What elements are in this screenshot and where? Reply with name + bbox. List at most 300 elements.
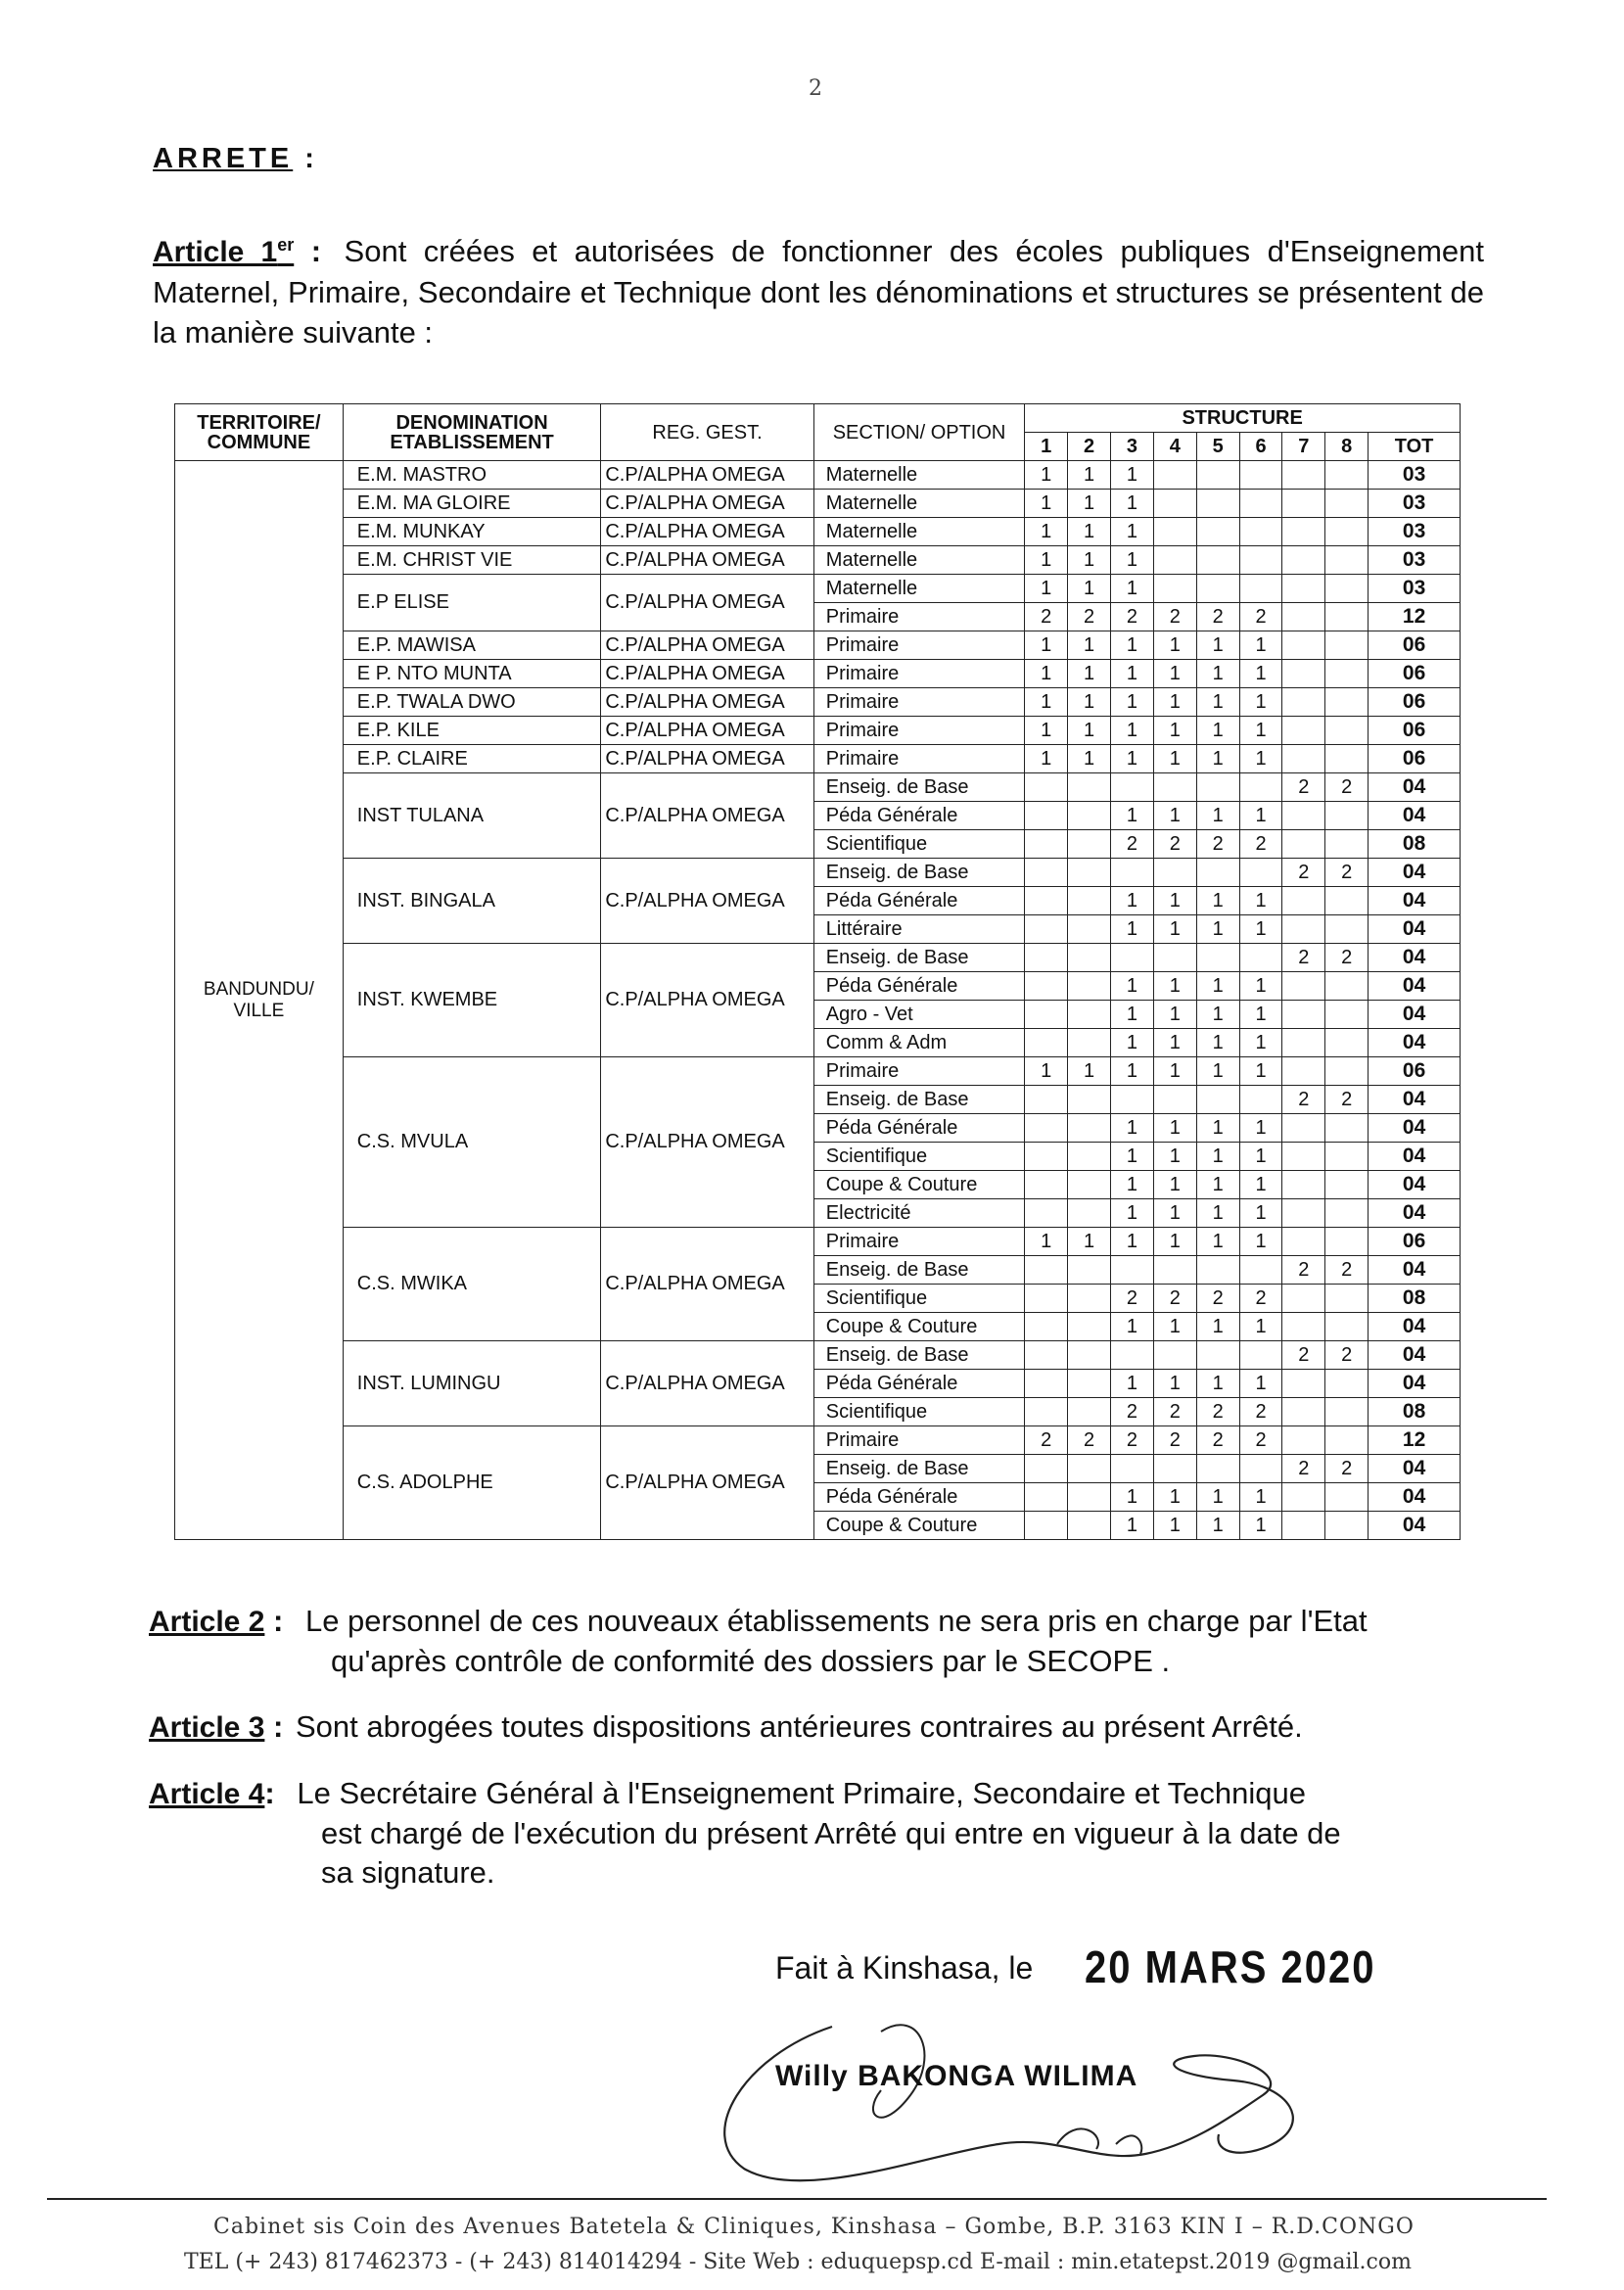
reg-gest: C.P/ALPHA OMEGA bbox=[601, 518, 813, 546]
structure-cell-3 bbox=[1111, 1341, 1154, 1370]
structure-cell-4 bbox=[1153, 461, 1196, 490]
structure-cell-7: 2 bbox=[1282, 1256, 1325, 1285]
structure-cell-1 bbox=[1025, 1398, 1068, 1426]
structure-cell-6 bbox=[1239, 859, 1282, 887]
table-row bbox=[175, 688, 1461, 717]
article-2-label: Article 2 bbox=[149, 1606, 265, 1638]
structure-cell-7 bbox=[1282, 745, 1325, 773]
structure-cell-5: 1 bbox=[1196, 1199, 1239, 1228]
structure-cell-5 bbox=[1196, 546, 1239, 575]
structure-cell-8 bbox=[1325, 660, 1369, 688]
structure-cell-4 bbox=[1153, 1455, 1196, 1483]
structure-cell-8 bbox=[1325, 1512, 1369, 1540]
header-col-8: 8 bbox=[1325, 433, 1369, 461]
total-cell: 04 bbox=[1369, 773, 1461, 802]
structure-cell-6 bbox=[1239, 1455, 1282, 1483]
article-4-separator: : bbox=[264, 1776, 275, 1810]
structure-cell-6 bbox=[1239, 944, 1282, 972]
structure-cell-4: 1 bbox=[1153, 717, 1196, 745]
structure-cell-2 bbox=[1068, 972, 1111, 1001]
structure-cell-7 bbox=[1282, 1199, 1325, 1228]
structure-cell-8 bbox=[1325, 972, 1369, 1001]
structure-cell-8 bbox=[1325, 915, 1369, 944]
table-row bbox=[175, 490, 1461, 518]
structure-cell-4 bbox=[1153, 575, 1196, 603]
structure-cell-3: 1 bbox=[1111, 546, 1154, 575]
structure-cell-4: 2 bbox=[1153, 1426, 1196, 1455]
structure-cell-7 bbox=[1282, 1171, 1325, 1199]
structure-cell-5: 1 bbox=[1196, 1370, 1239, 1398]
section-option: Primaire bbox=[813, 1228, 1025, 1256]
structure-cell-3: 1 bbox=[1111, 688, 1154, 717]
total-cell: 03 bbox=[1369, 490, 1461, 518]
structure-cell-1: 1 bbox=[1025, 546, 1068, 575]
section-option: Coupe & Couture bbox=[813, 1512, 1025, 1540]
footer-contact: TEL (+ 243) 817462373 - (+ 243) 814014294 - Site Web : eduquepsp.cd E-mail : min.etatepst.2019 @gmail.com bbox=[184, 2250, 1412, 2274]
structure-cell-8 bbox=[1325, 1426, 1369, 1455]
reg-gest: C.P/ALPHA OMEGA bbox=[601, 461, 813, 490]
structure-cell-3: 1 bbox=[1111, 461, 1154, 490]
total-cell: 04 bbox=[1369, 1001, 1461, 1029]
structure-cell-2 bbox=[1068, 915, 1111, 944]
structure-cell-1 bbox=[1025, 1313, 1068, 1341]
structure-cell-3 bbox=[1111, 1455, 1154, 1483]
structure-cell-1 bbox=[1025, 1256, 1068, 1285]
structure-cell-3: 1 bbox=[1111, 915, 1154, 944]
structure-cell-5: 1 bbox=[1196, 1228, 1239, 1256]
structure-cell-6: 1 bbox=[1239, 1171, 1282, 1199]
structure-cell-7 bbox=[1282, 490, 1325, 518]
structure-cell-1 bbox=[1025, 1143, 1068, 1171]
section-option: Maternelle bbox=[813, 461, 1025, 490]
structure-cell-4: 1 bbox=[1153, 915, 1196, 944]
structure-cell-6: 1 bbox=[1239, 887, 1282, 915]
total-cell: 06 bbox=[1369, 745, 1461, 773]
structure-cell-1 bbox=[1025, 944, 1068, 972]
structure-cell-2 bbox=[1068, 944, 1111, 972]
structure-cell-5: 1 bbox=[1196, 717, 1239, 745]
structure-cell-1 bbox=[1025, 830, 1068, 859]
structure-cell-8 bbox=[1325, 1313, 1369, 1341]
structure-cell-6: 1 bbox=[1239, 1512, 1282, 1540]
reg-gest: C.P/ALPHA OMEGA bbox=[601, 745, 813, 773]
structure-cell-1 bbox=[1025, 972, 1068, 1001]
structure-cell-2 bbox=[1068, 887, 1111, 915]
article-1 bbox=[153, 225, 1484, 352]
territoire-cell: BANDUNDU/ VILLE bbox=[175, 461, 344, 1540]
structure-cell-4 bbox=[1153, 859, 1196, 887]
structure-cell-8 bbox=[1325, 1199, 1369, 1228]
structure-cell-5: 1 bbox=[1196, 1483, 1239, 1512]
header-col-4: 4 bbox=[1153, 433, 1196, 461]
structure-cell-5: 2 bbox=[1196, 1426, 1239, 1455]
structure-cell-5: 1 bbox=[1196, 1114, 1239, 1143]
school-name: INST. BINGALA bbox=[343, 859, 601, 944]
reg-gest: C.P/ALPHA OMEGA bbox=[601, 660, 813, 688]
structure-cell-1 bbox=[1025, 1370, 1068, 1398]
total-cell: 03 bbox=[1369, 461, 1461, 490]
structure-cell-5 bbox=[1196, 1341, 1239, 1370]
structure-cell-3: 1 bbox=[1111, 631, 1154, 660]
article-2-line2: qu'après contrôle de conformité des dossiers par le SECOPE . bbox=[331, 1644, 1171, 1678]
structure-cell-7 bbox=[1282, 717, 1325, 745]
article-2-line1: Le personnel de ces nouveaux établissements ne sera pris en charge par l'Etat bbox=[304, 1604, 1368, 1638]
header-col-tot: TOT bbox=[1369, 433, 1461, 461]
reg-gest: C.P/ALPHA OMEGA bbox=[601, 490, 813, 518]
total-cell: 04 bbox=[1369, 944, 1461, 972]
structure-cell-7 bbox=[1282, 1313, 1325, 1341]
structure-cell-3: 1 bbox=[1111, 887, 1154, 915]
section-option: Enseig. de Base bbox=[813, 1086, 1025, 1114]
article-3-separator: : bbox=[264, 1709, 284, 1744]
structure-cell-3: 1 bbox=[1111, 1171, 1154, 1199]
structure-cell-5: 1 bbox=[1196, 745, 1239, 773]
structure-cell-8 bbox=[1325, 575, 1369, 603]
structure-cell-4: 1 bbox=[1153, 1199, 1196, 1228]
article-4-line3: sa signature. bbox=[321, 1855, 495, 1890]
section-option: Scientifique bbox=[813, 830, 1025, 859]
structure-cell-3: 1 bbox=[1111, 1029, 1154, 1057]
structure-cell-3 bbox=[1111, 773, 1154, 802]
structure-cell-7 bbox=[1282, 1512, 1325, 1540]
section-option: Enseig. de Base bbox=[813, 1341, 1025, 1370]
header-territoire: TERRITOIRE/ COMMUNE bbox=[175, 404, 344, 461]
structure-cell-8 bbox=[1325, 830, 1369, 859]
header-col-1: 1 bbox=[1025, 433, 1068, 461]
total-cell: 06 bbox=[1369, 717, 1461, 745]
decree-heading bbox=[153, 143, 318, 175]
article-1-label bbox=[153, 236, 294, 268]
total-cell: 08 bbox=[1369, 1398, 1461, 1426]
structure-cell-1 bbox=[1025, 1512, 1068, 1540]
structure-cell-7 bbox=[1282, 1114, 1325, 1143]
structure-cell-7 bbox=[1282, 518, 1325, 546]
structure-cell-4: 2 bbox=[1153, 830, 1196, 859]
structure-cell-4: 1 bbox=[1153, 631, 1196, 660]
structure-cell-8 bbox=[1325, 1171, 1369, 1199]
section-option: Comm & Adm bbox=[813, 1029, 1025, 1057]
section-option: Coupe & Couture bbox=[813, 1313, 1025, 1341]
structure-cell-4: 1 bbox=[1153, 1228, 1196, 1256]
total-cell: 08 bbox=[1369, 830, 1461, 859]
structure-cell-7 bbox=[1282, 461, 1325, 490]
school-name: E.M. MASTRO bbox=[343, 461, 601, 490]
structure-cell-8 bbox=[1325, 887, 1369, 915]
total-cell: 12 bbox=[1369, 603, 1461, 631]
structure-cell-6: 1 bbox=[1239, 631, 1282, 660]
structure-cell-7 bbox=[1282, 830, 1325, 859]
signature-date: 20 MARS 2020 bbox=[1085, 1942, 1376, 1993]
structure-cell-5: 1 bbox=[1196, 972, 1239, 1001]
structure-cell-4: 1 bbox=[1153, 1313, 1196, 1341]
structure-cell-5: 1 bbox=[1196, 1001, 1239, 1029]
structure-cell-6 bbox=[1239, 1086, 1282, 1114]
table-row bbox=[175, 660, 1461, 688]
structure-cell-6 bbox=[1239, 518, 1282, 546]
school-name: INST. LUMINGU bbox=[343, 1341, 601, 1426]
total-cell: 06 bbox=[1369, 1057, 1461, 1086]
structure-cell-7: 2 bbox=[1282, 773, 1325, 802]
structure-cell-2 bbox=[1068, 1455, 1111, 1483]
structure-cell-2: 1 bbox=[1068, 1057, 1111, 1086]
structure-cell-3: 1 bbox=[1111, 1228, 1154, 1256]
total-cell: 04 bbox=[1369, 1483, 1461, 1512]
structure-cell-6: 2 bbox=[1239, 1426, 1282, 1455]
total-cell: 04 bbox=[1369, 972, 1461, 1001]
structure-cell-2: 2 bbox=[1068, 1426, 1111, 1455]
structure-cell-5: 2 bbox=[1196, 1398, 1239, 1426]
structure-cell-5: 2 bbox=[1196, 830, 1239, 859]
structure-cell-5: 1 bbox=[1196, 631, 1239, 660]
structure-cell-5 bbox=[1196, 859, 1239, 887]
total-cell: 04 bbox=[1369, 1313, 1461, 1341]
structure-cell-6: 1 bbox=[1239, 717, 1282, 745]
structure-cell-8: 2 bbox=[1325, 859, 1369, 887]
reg-gest: C.P/ALPHA OMEGA bbox=[601, 688, 813, 717]
total-cell: 06 bbox=[1369, 631, 1461, 660]
structure-cell-3: 2 bbox=[1111, 1398, 1154, 1426]
structure-cell-3: 1 bbox=[1111, 717, 1154, 745]
structure-cell-8: 2 bbox=[1325, 1256, 1369, 1285]
total-cell: 04 bbox=[1369, 1171, 1461, 1199]
structure-cell-4: 1 bbox=[1153, 972, 1196, 1001]
structure-cell-1: 1 bbox=[1025, 631, 1068, 660]
structure-cell-6 bbox=[1239, 1256, 1282, 1285]
total-cell: 04 bbox=[1369, 1143, 1461, 1171]
section-option: Primaire bbox=[813, 631, 1025, 660]
structure-cell-7 bbox=[1282, 631, 1325, 660]
structure-cell-8 bbox=[1325, 518, 1369, 546]
article-4-line2: est chargé de l'exécution du présent Arrêté qui entre en vigueur à la date de bbox=[321, 1816, 1341, 1850]
structure-cell-4: 1 bbox=[1153, 1001, 1196, 1029]
total-cell: 03 bbox=[1369, 575, 1461, 603]
structure-cell-1 bbox=[1025, 859, 1068, 887]
structure-cell-2: 1 bbox=[1068, 688, 1111, 717]
structure-cell-1 bbox=[1025, 1001, 1068, 1029]
structure-cell-1 bbox=[1025, 887, 1068, 915]
structure-cell-6: 1 bbox=[1239, 1483, 1282, 1512]
structure-cell-3: 1 bbox=[1111, 1313, 1154, 1341]
section-option: Primaire bbox=[813, 603, 1025, 631]
school-name: E.M. MA GLOIRE bbox=[343, 490, 601, 518]
structure-cell-2 bbox=[1068, 1114, 1111, 1143]
reg-gest: C.P/ALPHA OMEGA bbox=[601, 944, 813, 1057]
structure-cell-5 bbox=[1196, 518, 1239, 546]
structure-cell-4: 1 bbox=[1153, 1171, 1196, 1199]
total-cell: 12 bbox=[1369, 1426, 1461, 1455]
total-cell: 04 bbox=[1369, 1199, 1461, 1228]
structure-cell-8 bbox=[1325, 1114, 1369, 1143]
structure-cell-1: 1 bbox=[1025, 518, 1068, 546]
structure-cell-6: 1 bbox=[1239, 802, 1282, 830]
structure-cell-5: 1 bbox=[1196, 1029, 1239, 1057]
structure-cell-1: 1 bbox=[1025, 717, 1068, 745]
structure-cell-4 bbox=[1153, 1256, 1196, 1285]
structure-cell-8 bbox=[1325, 1285, 1369, 1313]
section-option: Primaire bbox=[813, 1426, 1025, 1455]
section-option: Primaire bbox=[813, 660, 1025, 688]
school-name: INST. KWEMBE bbox=[343, 944, 601, 1057]
structure-cell-4: 1 bbox=[1153, 887, 1196, 915]
structure-cell-4: 1 bbox=[1153, 688, 1196, 717]
school-name: C.S. MWIKA bbox=[343, 1228, 601, 1341]
header-reg-gest: REG. GEST. bbox=[601, 404, 813, 461]
structure-cell-6: 1 bbox=[1239, 1370, 1282, 1398]
structure-cell-2 bbox=[1068, 1341, 1111, 1370]
structure-cell-7 bbox=[1282, 546, 1325, 575]
total-cell: 04 bbox=[1369, 859, 1461, 887]
structure-cell-3: 2 bbox=[1111, 1426, 1154, 1455]
article-4 bbox=[149, 1774, 1341, 1893]
table-row bbox=[175, 518, 1461, 546]
table-row bbox=[175, 773, 1461, 802]
structure-cell-8 bbox=[1325, 1057, 1369, 1086]
table-row bbox=[175, 1341, 1461, 1370]
structure-cell-8 bbox=[1325, 802, 1369, 830]
table-row bbox=[175, 461, 1461, 490]
structure-cell-8 bbox=[1325, 745, 1369, 773]
structure-cell-6: 1 bbox=[1239, 972, 1282, 1001]
structure-cell-2 bbox=[1068, 773, 1111, 802]
structure-cell-1 bbox=[1025, 802, 1068, 830]
structure-cell-2 bbox=[1068, 859, 1111, 887]
structure-cell-3: 1 bbox=[1111, 1114, 1154, 1143]
structure-cell-7: 2 bbox=[1282, 1086, 1325, 1114]
structure-cell-8 bbox=[1325, 1398, 1369, 1426]
structure-cell-6: 1 bbox=[1239, 1114, 1282, 1143]
structure-cell-8 bbox=[1325, 1001, 1369, 1029]
school-name: E.P. MAWISA bbox=[343, 631, 601, 660]
total-cell: 04 bbox=[1369, 1370, 1461, 1398]
section-option: Scientifique bbox=[813, 1143, 1025, 1171]
structure-cell-4 bbox=[1153, 518, 1196, 546]
structure-cell-4: 1 bbox=[1153, 745, 1196, 773]
structure-cell-1: 2 bbox=[1025, 603, 1068, 631]
structure-cell-6: 2 bbox=[1239, 603, 1282, 631]
school-name: E.M. CHRIST VIE bbox=[343, 546, 601, 575]
structure-cell-8: 2 bbox=[1325, 1086, 1369, 1114]
structure-cell-6 bbox=[1239, 461, 1282, 490]
structure-cell-3: 1 bbox=[1111, 1483, 1154, 1512]
structure-cell-6: 1 bbox=[1239, 1228, 1282, 1256]
table-row bbox=[175, 1057, 1461, 1086]
structure-cell-8 bbox=[1325, 717, 1369, 745]
section-option: Primaire bbox=[813, 745, 1025, 773]
structure-cell-5 bbox=[1196, 773, 1239, 802]
structure-cell-2: 1 bbox=[1068, 745, 1111, 773]
structure-cell-1 bbox=[1025, 773, 1068, 802]
structure-cell-7 bbox=[1282, 1285, 1325, 1313]
footer-divider bbox=[47, 2198, 1547, 2200]
structure-cell-6 bbox=[1239, 575, 1282, 603]
page-number: 2 bbox=[809, 76, 822, 101]
section-option: Péda Générale bbox=[813, 1483, 1025, 1512]
structure-cell-8 bbox=[1325, 546, 1369, 575]
structure-cell-6: 1 bbox=[1239, 688, 1282, 717]
structure-cell-1: 1 bbox=[1025, 575, 1068, 603]
section-option: Enseig. de Base bbox=[813, 773, 1025, 802]
structure-cell-4 bbox=[1153, 1341, 1196, 1370]
structure-cell-5: 1 bbox=[1196, 887, 1239, 915]
school-name: E.P ELISE bbox=[343, 575, 601, 631]
structure-cell-7 bbox=[1282, 1001, 1325, 1029]
structure-cell-8 bbox=[1325, 461, 1369, 490]
school-name: E.P. KILE bbox=[343, 717, 601, 745]
section-option: Enseig. de Base bbox=[813, 944, 1025, 972]
structure-cell-1 bbox=[1025, 1199, 1068, 1228]
structure-cell-3: 2 bbox=[1111, 1285, 1154, 1313]
structure-cell-2: 2 bbox=[1068, 603, 1111, 631]
structure-cell-5: 1 bbox=[1196, 1171, 1239, 1199]
school-name: C.S. ADOLPHE bbox=[343, 1426, 601, 1540]
structure-cell-2 bbox=[1068, 1313, 1111, 1341]
structure-cell-8 bbox=[1325, 1143, 1369, 1171]
decree-heading-text: ARRETE bbox=[153, 143, 294, 174]
total-cell: 04 bbox=[1369, 1512, 1461, 1540]
structure-cell-1: 1 bbox=[1025, 490, 1068, 518]
article-1-label-text: Article 1 bbox=[153, 236, 278, 268]
structure-cell-5: 1 bbox=[1196, 1143, 1239, 1171]
school-name: E.M. MUNKAY bbox=[343, 518, 601, 546]
structure-cell-3 bbox=[1111, 1086, 1154, 1114]
reg-gest: C.P/ALPHA OMEGA bbox=[601, 546, 813, 575]
structure-cell-3: 1 bbox=[1111, 1512, 1154, 1540]
structure-cell-2 bbox=[1068, 1199, 1111, 1228]
schools-table bbox=[174, 403, 1461, 1540]
handwritten-signature bbox=[685, 1997, 1331, 2193]
structure-cell-7 bbox=[1282, 1426, 1325, 1455]
structure-cell-7: 2 bbox=[1282, 944, 1325, 972]
structure-cell-5: 1 bbox=[1196, 1313, 1239, 1341]
article-3-text: Sont abrogées toutes dispositions antérieures contraires au présent Arrêté. bbox=[295, 1709, 1303, 1744]
reg-gest: C.P/ALPHA OMEGA bbox=[601, 1426, 813, 1540]
article-2-separator: : bbox=[264, 1604, 284, 1638]
table-row bbox=[175, 717, 1461, 745]
structure-cell-5 bbox=[1196, 461, 1239, 490]
structure-cell-1 bbox=[1025, 915, 1068, 944]
section-option: Maternelle bbox=[813, 518, 1025, 546]
structure-cell-7: 2 bbox=[1282, 859, 1325, 887]
structure-cell-2: 1 bbox=[1068, 575, 1111, 603]
section-option: Scientifique bbox=[813, 1398, 1025, 1426]
structure-cell-4: 1 bbox=[1153, 1143, 1196, 1171]
structure-cell-4 bbox=[1153, 1086, 1196, 1114]
structure-cell-7 bbox=[1282, 1057, 1325, 1086]
structure-cell-2 bbox=[1068, 830, 1111, 859]
table-row bbox=[175, 546, 1461, 575]
reg-gest: C.P/ALPHA OMEGA bbox=[601, 859, 813, 944]
structure-cell-6: 2 bbox=[1239, 1285, 1282, 1313]
structure-cell-5 bbox=[1196, 490, 1239, 518]
total-cell: 04 bbox=[1369, 915, 1461, 944]
structure-cell-1 bbox=[1025, 1483, 1068, 1512]
structure-cell-7 bbox=[1282, 915, 1325, 944]
article-1-text: Sont créées et autorisées de fonctionner des écoles publiques d'Enseignement Maternel, Primaire, Secondaire et Technique dont les dénominations et structures se présentent de la manière suivante : bbox=[153, 234, 1484, 350]
table-row bbox=[175, 859, 1461, 887]
structure-cell-4 bbox=[1153, 944, 1196, 972]
structure-cell-4 bbox=[1153, 546, 1196, 575]
structure-cell-7 bbox=[1282, 1143, 1325, 1171]
structure-cell-7 bbox=[1282, 972, 1325, 1001]
article-1-separator: : bbox=[294, 234, 322, 268]
header-col-6: 6 bbox=[1239, 433, 1282, 461]
structure-cell-3 bbox=[1111, 1256, 1154, 1285]
structure-cell-8: 2 bbox=[1325, 1455, 1369, 1483]
structure-cell-5 bbox=[1196, 1086, 1239, 1114]
structure-cell-4: 1 bbox=[1153, 1483, 1196, 1512]
reg-gest: C.P/ALPHA OMEGA bbox=[601, 1341, 813, 1426]
article-1-label-sup: er bbox=[277, 235, 295, 255]
